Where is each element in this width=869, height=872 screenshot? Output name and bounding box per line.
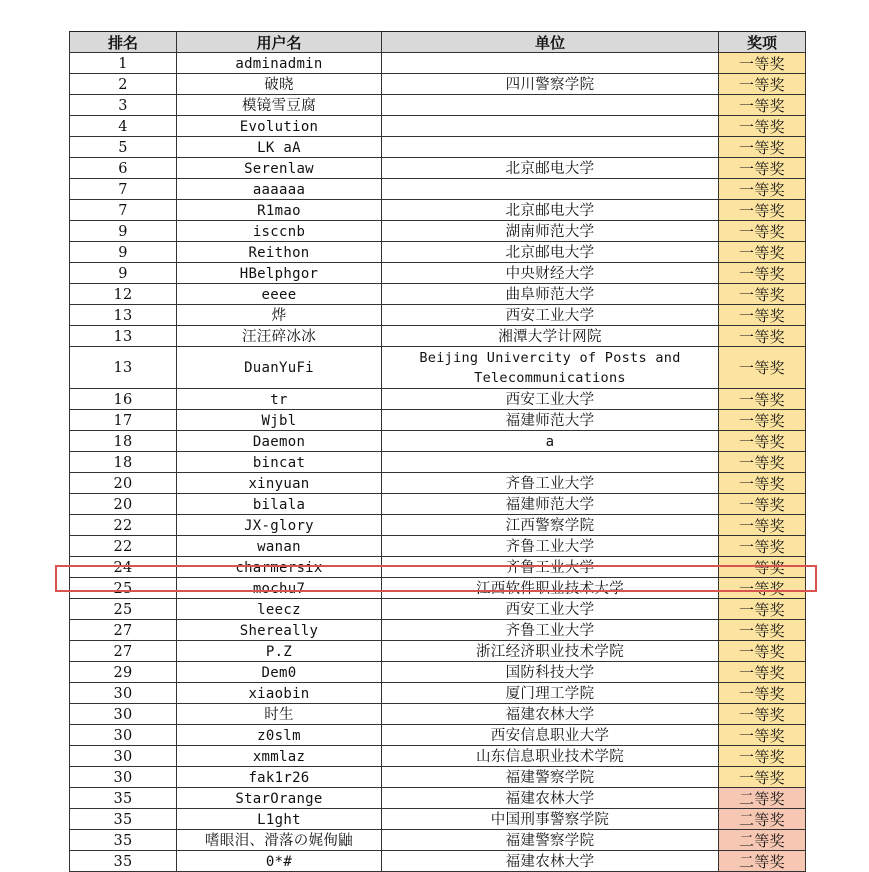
table-row — [70, 221, 806, 242]
table-row — [70, 515, 806, 536]
rank-cell[interactable]: 35 — [70, 851, 177, 872]
unit-cell[interactable]: 福建警察学院 — [382, 830, 719, 851]
award-cell[interactable]: 一等奖 — [719, 74, 806, 95]
unit-cell[interactable]: 中国刑事警察学院 — [382, 809, 719, 830]
award-cell[interactable]: 一等奖 — [719, 158, 806, 179]
award-cell[interactable]: 一等奖 — [719, 326, 806, 347]
unit-cell[interactable] — [382, 95, 719, 116]
rank-cell[interactable]: 2 — [70, 74, 177, 95]
table-row — [70, 179, 806, 200]
table-row — [70, 494, 806, 515]
rank-cell[interactable]: 35 — [70, 830, 177, 851]
username-cell[interactable]: 汪汪碎冰冰 — [177, 326, 382, 347]
rank-cell[interactable]: 7 — [70, 179, 177, 200]
award-cell[interactable]: 二等奖 — [719, 788, 806, 809]
ranking-sheet — [69, 31, 805, 872]
rank-cell[interactable]: 9 — [70, 221, 177, 242]
award-cell[interactable]: 一等奖 — [719, 410, 806, 431]
username-cell[interactable]: StarOrange — [177, 788, 382, 809]
unit-cell[interactable]: 山东信息职业技术学院 — [382, 746, 719, 767]
unit-cell[interactable]: 福建农林大学 — [382, 704, 719, 725]
unit-cell[interactable]: 福建师范大学 — [382, 410, 719, 431]
table-row — [70, 137, 806, 158]
table-row — [70, 431, 806, 452]
unit-column-header[interactable]: 单位 — [382, 32, 719, 53]
username-cell[interactable]: xmmlaz — [177, 746, 382, 767]
header-row — [70, 32, 806, 53]
table-row — [70, 830, 806, 851]
username-cell[interactable]: 模镜雪豆腐 — [177, 95, 382, 116]
username-cell[interactable]: Evolution — [177, 116, 382, 137]
award-cell[interactable]: 一等奖 — [719, 95, 806, 116]
rank-cell[interactable]: 30 — [70, 683, 177, 704]
unit-cell[interactable]: Beijing Univercity of Posts and Telecommunications — [382, 347, 719, 389]
award-cell[interactable]: 一等奖 — [719, 767, 806, 788]
username-cell[interactable]: tr — [177, 389, 382, 410]
award-cell[interactable]: 一等奖 — [719, 536, 806, 557]
username-cell[interactable]: 烨 — [177, 305, 382, 326]
unit-cell[interactable]: 北京邮电大学 — [382, 242, 719, 263]
award-cell[interactable]: 二等奖 — [719, 830, 806, 851]
rank-cell[interactable]: 13 — [70, 347, 177, 389]
unit-cell[interactable]: 齐鲁工业大学 — [382, 473, 719, 494]
rank-cell[interactable]: 18 — [70, 452, 177, 473]
rank-cell[interactable]: 29 — [70, 662, 177, 683]
award-cell[interactable]: 一等奖 — [719, 221, 806, 242]
unit-cell[interactable]: 国防科技大学 — [382, 662, 719, 683]
unit-cell[interactable]: 福建师范大学 — [382, 494, 719, 515]
award-cell[interactable]: 一等奖 — [719, 473, 806, 494]
award-cell[interactable]: 一等奖 — [719, 242, 806, 263]
username-cell[interactable]: HBelphgor — [177, 263, 382, 284]
table-row — [70, 557, 806, 578]
unit-cell[interactable] — [382, 53, 719, 74]
username-cell[interactable]: isccnb — [177, 221, 382, 242]
table-row — [70, 683, 806, 704]
rank-cell[interactable]: 27 — [70, 620, 177, 641]
award-cell[interactable]: 一等奖 — [719, 179, 806, 200]
table-row — [70, 809, 806, 830]
award-cell[interactable]: 一等奖 — [719, 53, 806, 74]
table-row — [70, 74, 806, 95]
award-cell[interactable]: 一等奖 — [719, 557, 806, 578]
unit-cell[interactable]: 厦门理工学院 — [382, 683, 719, 704]
award-cell[interactable]: 一等奖 — [719, 389, 806, 410]
award-cell[interactable]: 一等奖 — [719, 599, 806, 620]
table-row — [70, 53, 806, 74]
unit-cell[interactable]: 齐鲁工业大学 — [382, 536, 719, 557]
username-cell[interactable]: mochu7 — [177, 578, 382, 599]
rank-cell[interactable]: 20 — [70, 473, 177, 494]
table-row — [70, 536, 806, 557]
username-cell[interactable]: JX-glory — [177, 515, 382, 536]
award-cell[interactable]: 一等奖 — [719, 578, 806, 599]
award-cell[interactable]: 二等奖 — [719, 851, 806, 872]
username-cell[interactable]: Reithon — [177, 242, 382, 263]
table-row — [70, 725, 806, 746]
username-cell[interactable]: Daemon — [177, 431, 382, 452]
unit-cell[interactable]: 齐鲁工业大学 — [382, 557, 719, 578]
unit-cell[interactable]: 福建警察学院 — [382, 767, 719, 788]
rank-cell[interactable]: 18 — [70, 431, 177, 452]
rank-cell[interactable]: 25 — [70, 599, 177, 620]
table-row — [70, 95, 806, 116]
award-cell[interactable]: 一等奖 — [719, 641, 806, 662]
award-cell[interactable]: 一等奖 — [719, 284, 806, 305]
username-cell[interactable]: bilala — [177, 494, 382, 515]
award-cell[interactable]: 一等奖 — [719, 116, 806, 137]
table-row — [70, 473, 806, 494]
unit-cell[interactable] — [382, 179, 719, 200]
award-cell[interactable]: 一等奖 — [719, 683, 806, 704]
table-row — [70, 599, 806, 620]
rank-cell[interactable]: 30 — [70, 725, 177, 746]
table-row — [70, 389, 806, 410]
table-row — [70, 746, 806, 767]
unit-cell[interactable] — [382, 137, 719, 158]
username-cell[interactable]: aaaaaa — [177, 179, 382, 200]
rank-cell[interactable]: 30 — [70, 767, 177, 788]
table-row — [70, 788, 806, 809]
table-row — [70, 662, 806, 683]
rank-cell[interactable]: 35 — [70, 809, 177, 830]
rank-cell[interactable]: 17 — [70, 410, 177, 431]
table-row — [70, 284, 806, 305]
username-column-header[interactable]: 用户名 — [177, 32, 382, 53]
award-column-header[interactable]: 奖项 — [719, 32, 806, 53]
rank-cell[interactable]: 24 — [70, 557, 177, 578]
username-cell[interactable]: P.Z — [177, 641, 382, 662]
rank-cell[interactable]: 30 — [70, 746, 177, 767]
username-cell[interactable]: 时生 — [177, 704, 382, 725]
table-body — [70, 53, 806, 872]
unit-cell[interactable]: 西安工业大学 — [382, 305, 719, 326]
unit-cell[interactable]: 齐鲁工业大学 — [382, 620, 719, 641]
rank-column-header[interactable]: 排名 — [70, 32, 177, 53]
rank-cell[interactable]: 13 — [70, 326, 177, 347]
rank-cell[interactable]: 4 — [70, 116, 177, 137]
rank-cell[interactable]: 22 — [70, 515, 177, 536]
rank-cell[interactable]: 5 — [70, 137, 177, 158]
username-cell[interactable]: L1ght — [177, 809, 382, 830]
username-cell[interactable]: z0slm — [177, 725, 382, 746]
username-cell[interactable]: Shereally — [177, 620, 382, 641]
award-cell[interactable]: 一等奖 — [719, 620, 806, 641]
award-cell[interactable]: 一等奖 — [719, 137, 806, 158]
username-cell[interactable]: Serenlaw — [177, 158, 382, 179]
unit-cell[interactable]: a — [382, 431, 719, 452]
unit-cell[interactable] — [382, 452, 719, 473]
rank-cell[interactable]: 20 — [70, 494, 177, 515]
table-row — [70, 410, 806, 431]
rank-cell[interactable]: 9 — [70, 263, 177, 284]
ranking-table — [69, 31, 806, 872]
unit-cell[interactable]: 西安信息职业大学 — [382, 725, 719, 746]
username-cell[interactable]: R1mao — [177, 200, 382, 221]
rank-cell[interactable]: 13 — [70, 305, 177, 326]
unit-cell[interactable] — [382, 116, 719, 137]
award-cell[interactable]: 一等奖 — [719, 305, 806, 326]
username-cell[interactable]: xinyuan — [177, 473, 382, 494]
table-row — [70, 767, 806, 788]
username-cell[interactable]: charmersix — [177, 557, 382, 578]
table-row — [70, 620, 806, 641]
unit-cell[interactable]: 西安工业大学 — [382, 599, 719, 620]
award-cell[interactable]: 一等奖 — [719, 515, 806, 536]
table-row — [70, 158, 806, 179]
award-cell[interactable]: 一等奖 — [719, 746, 806, 767]
award-cell[interactable]: 一等奖 — [719, 494, 806, 515]
rank-cell[interactable]: 25 — [70, 578, 177, 599]
table-row — [70, 116, 806, 137]
rank-cell[interactable]: 30 — [70, 704, 177, 725]
rank-cell[interactable]: 27 — [70, 641, 177, 662]
rank-cell[interactable]: 22 — [70, 536, 177, 557]
unit-cell[interactable]: 江西软件职业技术大学 — [382, 578, 719, 599]
username-cell[interactable]: fak1r26 — [177, 767, 382, 788]
rank-cell[interactable]: 16 — [70, 389, 177, 410]
unit-cell[interactable]: 西安工业大学 — [382, 389, 719, 410]
rank-cell[interactable]: 9 — [70, 242, 177, 263]
username-cell[interactable]: Dem0 — [177, 662, 382, 683]
unit-cell[interactable]: 曲阜师范大学 — [382, 284, 719, 305]
username-cell[interactable]: bincat — [177, 452, 382, 473]
table-row — [70, 326, 806, 347]
username-cell[interactable]: 0*# — [177, 851, 382, 872]
rank-cell[interactable]: 3 — [70, 95, 177, 116]
unit-cell[interactable]: 江西警察学院 — [382, 515, 719, 536]
table-row — [70, 851, 806, 872]
award-cell[interactable]: 一等奖 — [719, 200, 806, 221]
unit-cell[interactable]: 北京邮电大学 — [382, 158, 719, 179]
unit-cell[interactable]: 中央财经大学 — [382, 263, 719, 284]
unit-cell[interactable]: 北京邮电大学 — [382, 200, 719, 221]
table-row — [70, 641, 806, 662]
username-cell[interactable]: 嗜眼泪、滑落の娓侚鼬 — [177, 830, 382, 851]
unit-cell[interactable]: 福建农林大学 — [382, 788, 719, 809]
unit-cell[interactable]: 四川警察学院 — [382, 74, 719, 95]
rank-cell[interactable]: 1 — [70, 53, 177, 74]
award-cell[interactable]: 一等奖 — [719, 431, 806, 452]
table-row — [70, 200, 806, 221]
username-cell[interactable]: LK aA — [177, 137, 382, 158]
award-cell[interactable]: 一等奖 — [719, 704, 806, 725]
username-cell[interactable]: leecz — [177, 599, 382, 620]
table-row — [70, 704, 806, 725]
table-row — [70, 347, 806, 389]
award-cell[interactable]: 一等奖 — [719, 452, 806, 473]
award-cell[interactable]: 一等奖 — [719, 662, 806, 683]
table-row — [70, 263, 806, 284]
unit-cell[interactable]: 湖南师范大学 — [382, 221, 719, 242]
table-row — [70, 242, 806, 263]
table-row-highlighted — [70, 578, 806, 599]
rank-cell[interactable]: 6 — [70, 158, 177, 179]
award-cell[interactable]: 一等奖 — [719, 725, 806, 746]
rank-cell[interactable]: 12 — [70, 284, 177, 305]
unit-cell[interactable]: 福建农林大学 — [382, 851, 719, 872]
username-cell[interactable]: wanan — [177, 536, 382, 557]
rank-cell[interactable]: 7 — [70, 200, 177, 221]
username-cell[interactable]: DuanYuFi — [177, 347, 382, 389]
username-cell[interactable]: xiaobin — [177, 683, 382, 704]
username-cell[interactable]: adminadmin — [177, 53, 382, 74]
username-cell[interactable]: 破晓 — [177, 74, 382, 95]
award-cell[interactable]: 一等奖 — [719, 347, 806, 389]
table-row — [70, 305, 806, 326]
award-cell[interactable]: 二等奖 — [719, 809, 806, 830]
unit-cell[interactable]: 浙江经济职业技术学院 — [382, 641, 719, 662]
username-cell[interactable]: eeee — [177, 284, 382, 305]
unit-cell[interactable]: 湘潭大学计网院 — [382, 326, 719, 347]
username-cell[interactable]: Wjbl — [177, 410, 382, 431]
table-row — [70, 452, 806, 473]
award-cell[interactable]: 一等奖 — [719, 263, 806, 284]
rank-cell[interactable]: 35 — [70, 788, 177, 809]
